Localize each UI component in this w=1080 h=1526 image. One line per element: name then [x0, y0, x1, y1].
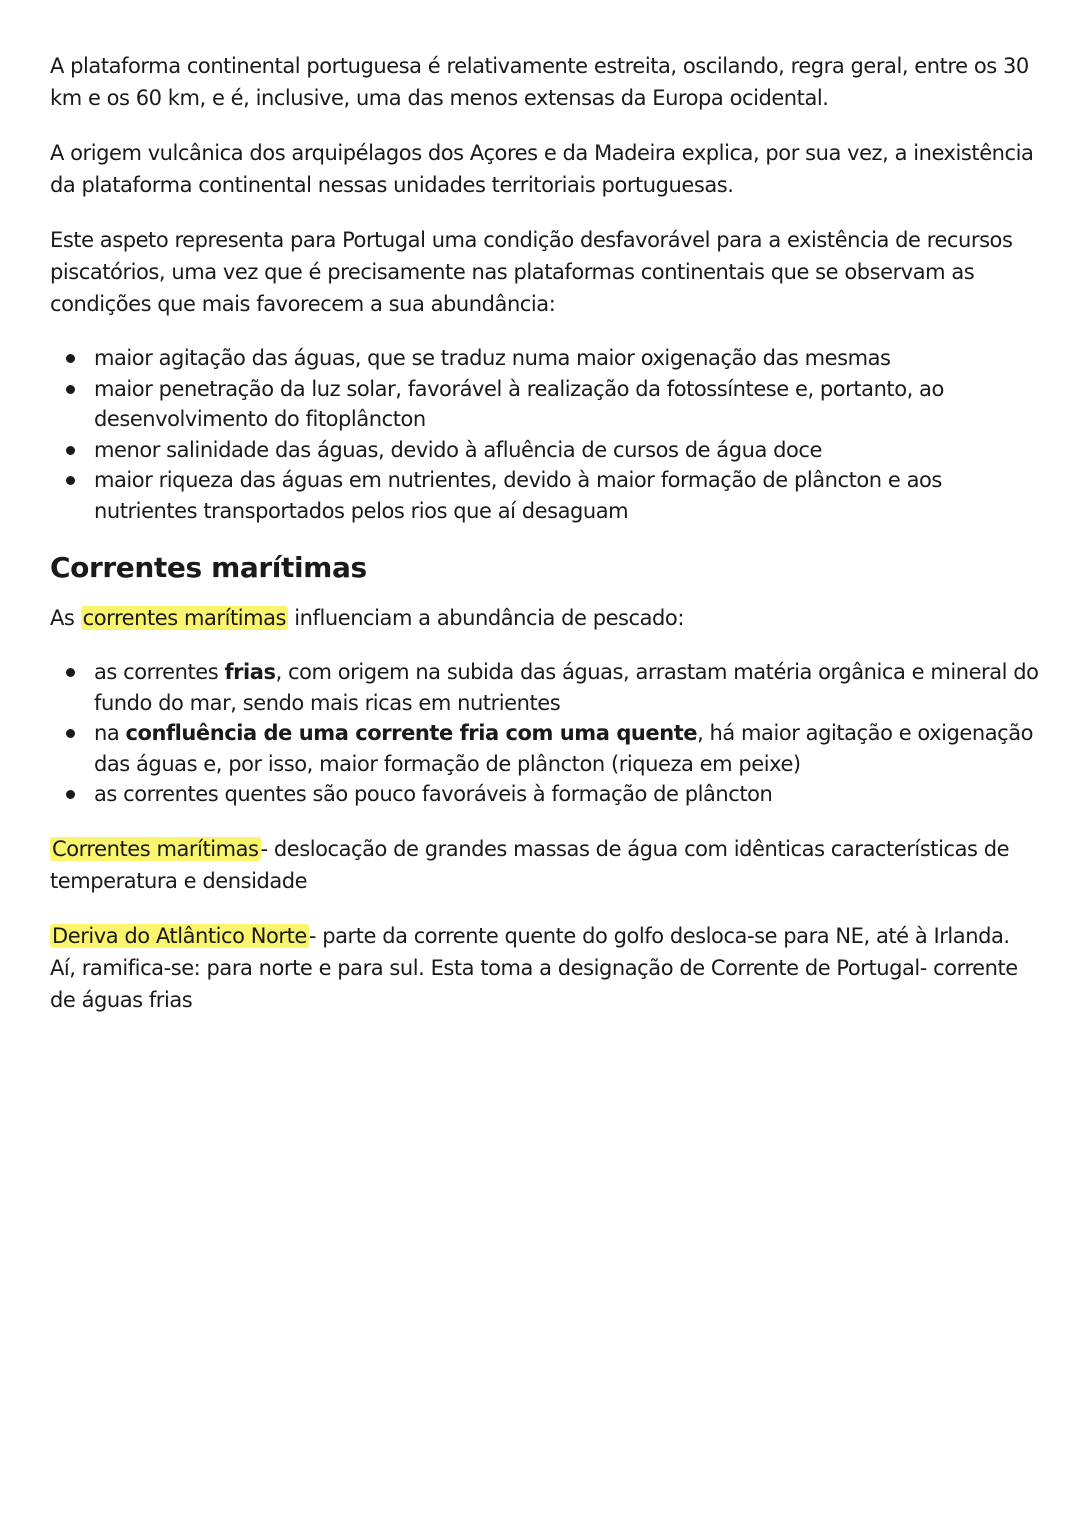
list-item: menor salinidade das águas, devido à afluência de cursos de água doce [50, 435, 1040, 466]
paragraph-volcanic-origin: A origem vulcânica dos arquipélagos dos Açores e da Madeira explica, por sua vez, a inexistência da plataforma continental nessas unidades territoriais portuguesas. [50, 141, 1034, 197]
definition-deriva-atlantico-norte [50, 920, 1040, 1016]
highlighted-term: correntes marítimas [82, 606, 287, 630]
list-item: maior penetração da luz solar, favorável à realização da fotossíntese e, portanto, ao desenvolvimento do fitoplâncton [50, 374, 1040, 435]
paragraph-continental-shelf: A plataforma continental portuguesa é relativamente estreita, oscilando, regra geral, entre os 30 km e os 60 km, e é, inclusive, uma das menos extensas da Europa ocidental. [50, 54, 1029, 110]
definition-term: Deriva do Atlântico Norte [52, 923, 307, 948]
paragraph-unfavorable-condition: Este aspeto representa para Portugal uma condição desfavorável para a existência de recursos piscatórios, uma vez que é precisamente nas plataformas continentais que se observam as condições que mais favorecem a sua abundância: [50, 228, 1013, 316]
list-item-text: , com origem na subida das águas, arrastam matéria orgânica e mineral do fundo do mar, sendo mais ricas em nutrientes [94, 660, 1039, 715]
definition-text: - deslocação de grandes massas de água com idênticas características de temperatura e densidade [50, 836, 1010, 893]
intro-suffix: influenciam a abundância de pescado: [288, 606, 684, 630]
definition-text: - parte da corrente quente do golfo desloca-se para NE, até à Irlanda. Aí, ramifica-se: para norte e para sul. Esta toma a designação de Corrente de Portugal- corrente de águas frias [50, 923, 1018, 1012]
conditions-list [50, 343, 1040, 526]
list-item [50, 657, 1040, 718]
list-item [50, 718, 1040, 779]
list-item-text: na [94, 721, 126, 745]
currents-intro [50, 602, 1040, 634]
currents-list [50, 657, 1040, 810]
list-item: maior riqueza das águas em nutrientes, devido à maior formação de plâncton e aos nutrientes transportados pelos rios que aí desaguam [50, 465, 1040, 526]
bold-term: confluência de uma corrente fria com uma quente [125, 721, 698, 745]
list-item-text: as correntes [94, 660, 225, 684]
definition-correntes-maritimas [50, 833, 1040, 897]
list-item-text: , há maior agitação e oxigenação das águas e, por isso, maior formação de plâncton (riqueza em peixe) [94, 721, 1034, 776]
list-item [50, 779, 1040, 810]
intro-prefix: As [50, 606, 81, 630]
list-item-text: as correntes quentes são pouco favoráveis à formação de plâncton [94, 782, 773, 806]
section-heading: Correntes marítimas [50, 551, 367, 584]
definition-term: Correntes marítimas [52, 836, 259, 861]
bold-term: frias [224, 660, 276, 684]
list-item: maior agitação das águas, que se traduz numa maior oxigenação das mesmas [50, 343, 1040, 374]
